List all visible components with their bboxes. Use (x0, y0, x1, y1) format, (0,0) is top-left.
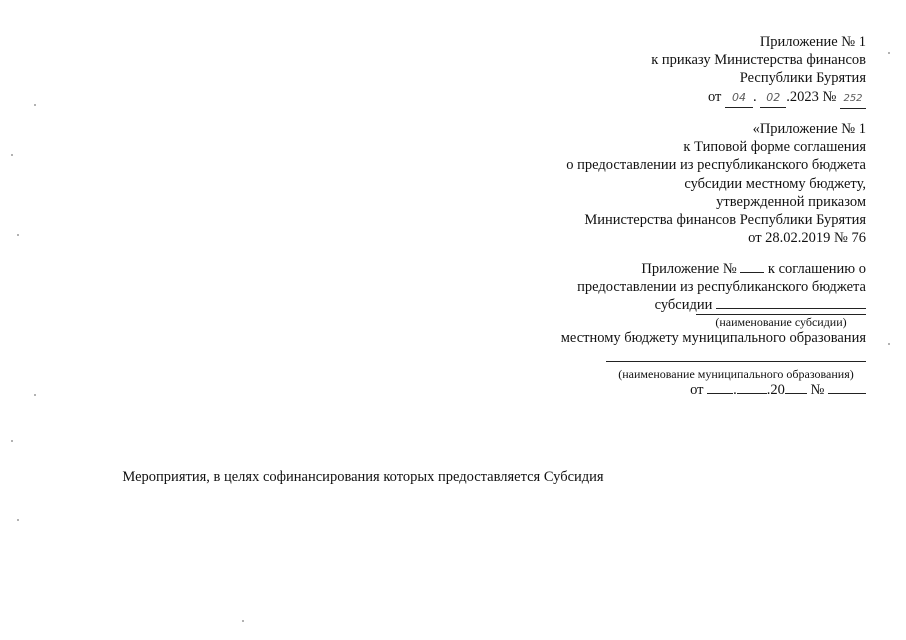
subsidy-label: субсидии (654, 297, 713, 314)
scan-speck (34, 394, 36, 396)
form-appendix-title: «Приложение № 1 (752, 121, 866, 137)
form-appendix-line-4: субсидии местному бюджету, (684, 175, 866, 192)
order-republic: Республики Бурятия (739, 70, 866, 87)
scan-speck (17, 234, 19, 236)
form-appendix-block (566, 120, 866, 247)
agreement-appendix-block (561, 260, 866, 399)
scan-speck (34, 104, 36, 106)
form-appendix-line-3: о предоставлении из республиканского бюджета (566, 157, 866, 174)
order-reference: к приказу Министерства финансов (651, 52, 866, 69)
order-date-line (651, 88, 866, 109)
appendix-number-blank (740, 260, 764, 273)
subsidy-name-blank (716, 296, 866, 309)
scan-speck (888, 52, 890, 54)
date-separator: . (753, 88, 757, 105)
form-appendix-line-5: утвержденной приказом (716, 193, 866, 210)
date-month-blank (737, 381, 767, 394)
date-day-blank (707, 381, 733, 394)
order-year-number-label: .2023 № (786, 88, 837, 105)
agreement-appendix-title (561, 260, 866, 278)
handwritten-day: 04 (725, 89, 753, 108)
main-heading: Мероприятия, в целях софинансирования которых предоставляется Субсидия (122, 469, 604, 485)
agreement-number-blank (828, 381, 866, 394)
agreement-line-2: предоставлении из республиканского бюджета (577, 279, 866, 296)
date-dot: . (733, 382, 737, 399)
form-appendix-line-6: Министерства финансов Республики Бурятия (584, 212, 866, 229)
form-appendix-date: от 28.02.2019 № 76 (748, 230, 866, 247)
agreement-number-label: № (810, 382, 825, 399)
agreement-appendix-suffix: к соглашению о (767, 261, 866, 277)
order-date-prefix: от (708, 88, 722, 105)
subsidy-name-caption: (наименование субсидии) (696, 314, 866, 329)
scan-speck (17, 519, 19, 521)
handwritten-month: 02 (760, 89, 786, 108)
scan-speck (888, 343, 890, 345)
order-appendix-block (651, 33, 866, 109)
agreement-subsidy-line (561, 296, 866, 314)
municipality-caption-line (561, 367, 866, 381)
order-appendix-title: Приложение № 1 (759, 34, 866, 50)
municipal-budget-line: местному бюджету муниципального образования (560, 329, 866, 346)
agreement-appendix-prefix: Приложение № (641, 261, 737, 277)
municipality-name-blank (606, 351, 866, 362)
subsidy-caption-line (561, 315, 866, 329)
agreement-date-line (561, 381, 866, 399)
handwritten-order-number: 252 (840, 90, 866, 109)
scan-speck (11, 440, 13, 442)
scan-speck (242, 620, 244, 622)
agreement-date-prefix: от (690, 382, 704, 399)
date-year-blank (785, 381, 807, 394)
municipality-name-caption: (наименование муниципального образования) (618, 367, 854, 382)
municipality-blank-line (561, 347, 866, 367)
date-century: .20 (766, 382, 785, 399)
scan-speck (11, 154, 13, 156)
form-appendix-line-2: к Типовой форме соглашения (683, 139, 866, 156)
